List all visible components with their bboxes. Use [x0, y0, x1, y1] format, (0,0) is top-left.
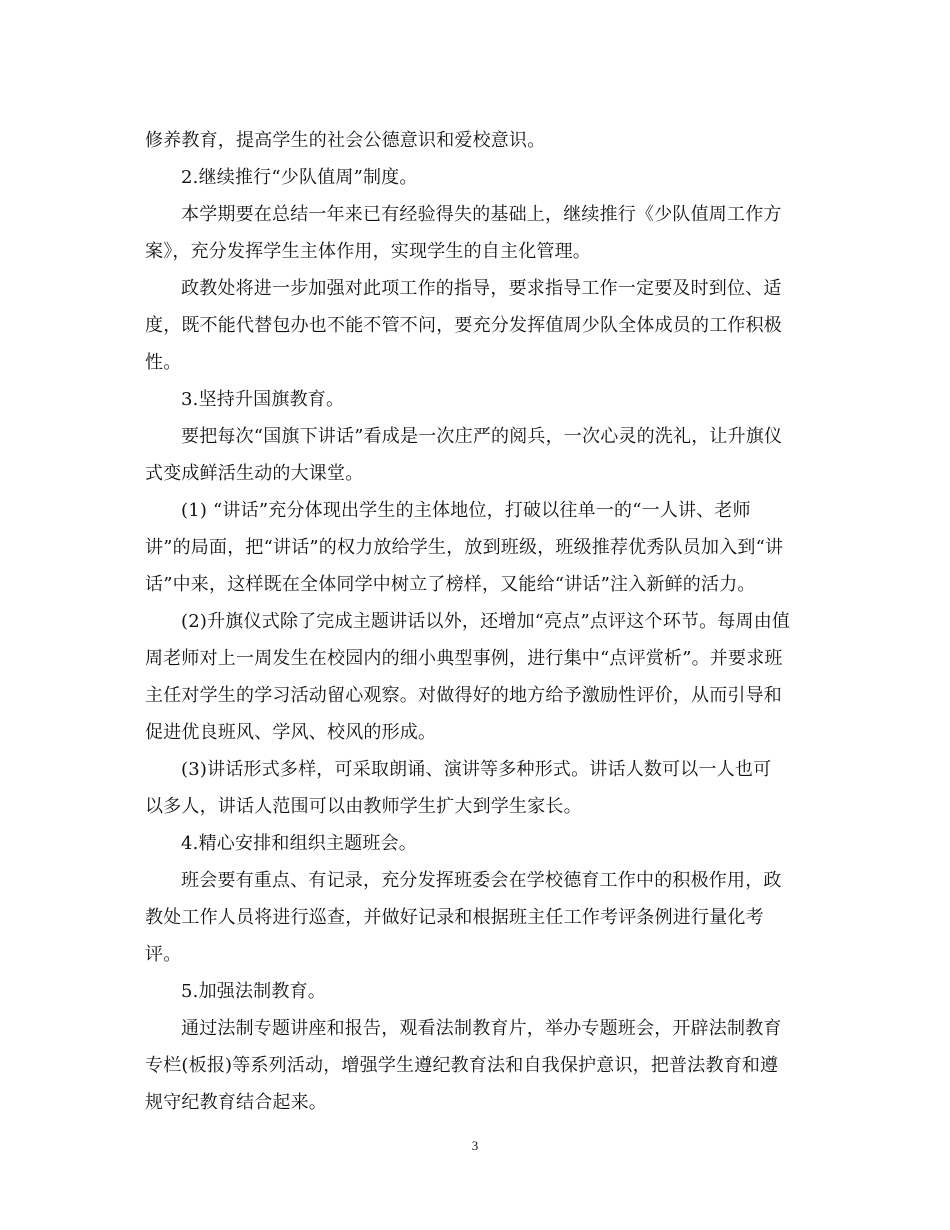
page-number: 3 [471, 1138, 479, 1153]
paragraph-line: 主任对学生的学习活动留心观察。对做得好的地方给予激励性评价，从而引导和 [145, 685, 782, 706]
paragraph-line: 案》，充分发挥学生主体作用，实现学生的自主化管理。 [145, 241, 591, 262]
paragraph-line: 通过法制专题讲座和报告，观看法制教育片，举办专题班会，开辟法制教育 [181, 1018, 782, 1039]
paragraph-line: 度，既不能代替包办也不能不管不问，要充分发挥值周少队全体成员的工作积极 [145, 315, 782, 336]
paragraph-line: 周老师对上一周发生在校园内的细小典型事例，进行集中“点评赏析”。并要求班 [145, 648, 783, 669]
paragraph-line: 评。 [145, 944, 182, 965]
section-heading: 2.继续推行“少队值周”制度。 [181, 167, 418, 188]
section-heading: 5.加强法制教育。 [181, 981, 326, 1002]
paragraph-line: 班会要有重点、有记录，充分发挥班委会在学校德育工作中的积极作用，政 [181, 870, 782, 891]
paragraph-line: 性。 [145, 352, 182, 373]
paragraph-line: 规守纪教育结合起来。 [145, 1092, 327, 1113]
paragraph-line: 要把每次“国旗下讲话”看成是一次庄严的阅兵，一次心灵的洗礼，让升旗仪 [181, 426, 783, 447]
page-body [145, 122, 810, 1121]
paragraph-line: 本学期要在总结一年来已有经验得失的基础上，继续推行《少队值周工作方 [181, 204, 782, 225]
paragraph-line: 专栏(板报)等系列活动，增强学生遵纪教育法和自我保护意识，把普法教育和遵 [145, 1055, 779, 1076]
paragraph-line: 修养教育，提高学生的社会公德意识和爱校意识。 [145, 130, 546, 151]
list-item-line: (1) “讲话”充分体现出学生的主体地位，打破以往单一的“一人讲、老师 [181, 500, 751, 521]
paragraph-line: 式变成鲜活生动的大课堂。 [145, 463, 364, 484]
paragraph-line: 教处工作人员将进行巡查，并做好记录和根据班主任工作考评条例进行量化考 [145, 907, 764, 928]
paragraph-line: 政教处将进一步加强对此项工作的指导，要求指导工作一定要及时到位、适 [181, 278, 782, 299]
section-heading: 3.坚持升国旗教育。 [181, 389, 345, 410]
list-item-line: (3)讲话形式多样，可采取朗诵、演讲等多种形式。讲话人数可以一人也可 [181, 759, 772, 780]
paragraph-line: 话”中来，这样既在全体同学中树立了榜样，又能给“讲话”注入新鲜的活力。 [145, 574, 756, 595]
paragraph-line: 讲”的局面，把“讲话”的权力放给学生，放到班级，班级推荐优秀队员加入到“讲 [145, 537, 784, 558]
list-item-line: (2)升旗仪式除了完成主题讲话以外，还增加“亮点”点评这个环节。每周由值 [181, 611, 791, 632]
paragraph-line: 促进优良班风、学风、校风的形成。 [145, 722, 437, 743]
section-heading: 4.精心安排和组织主题班会。 [181, 833, 417, 854]
paragraph-line: 以多人，讲话人范围可以由教师学生扩大到学生家长。 [145, 796, 582, 817]
